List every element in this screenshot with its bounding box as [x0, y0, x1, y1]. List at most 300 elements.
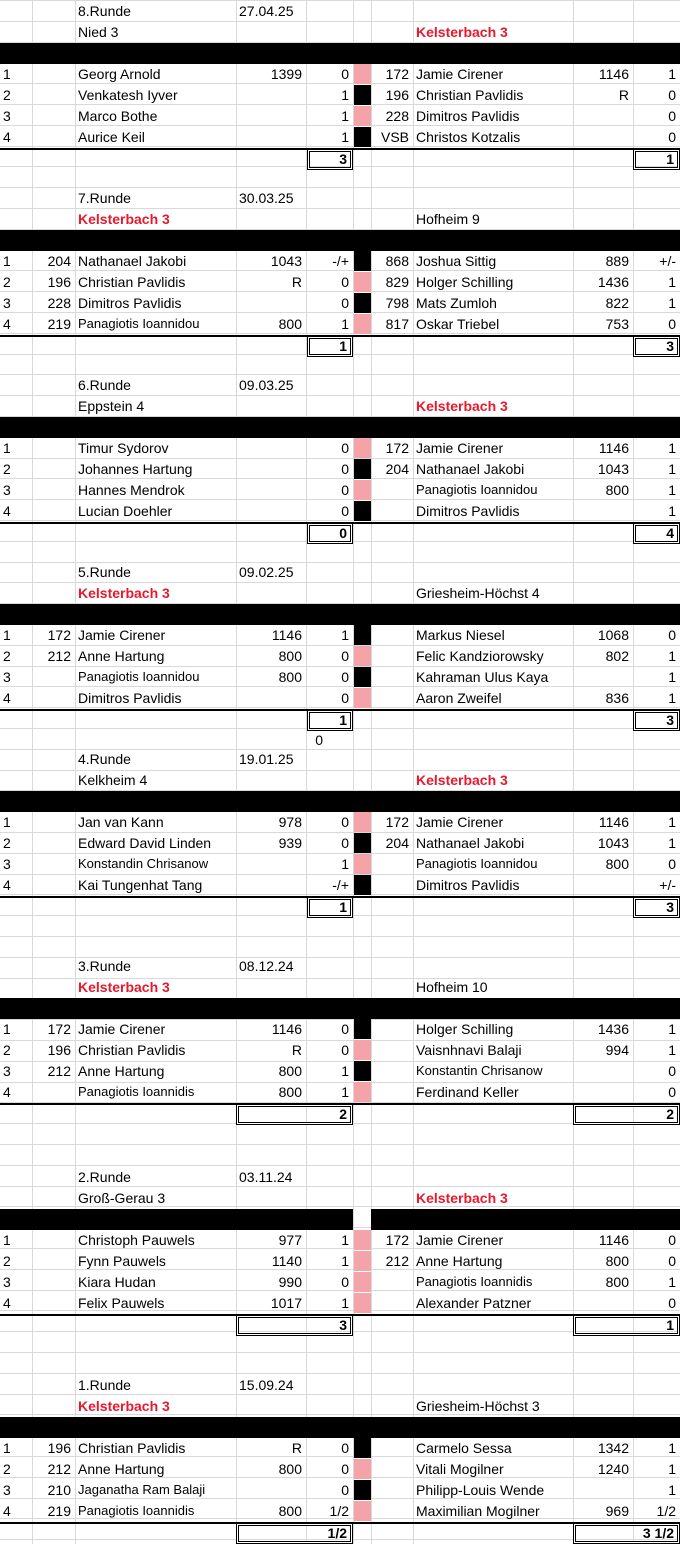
- right-result: 1: [668, 1440, 676, 1457]
- left-dwz-id: 210: [47, 1482, 71, 1498]
- right-player-name: Panagiotis Ioannidis: [416, 1274, 533, 1289]
- right-rating: 994: [605, 1042, 629, 1059]
- left-total: 2: [339, 1105, 347, 1122]
- left-result: -/+: [332, 876, 349, 893]
- left-result: 1: [341, 856, 349, 872]
- right-result: 0: [668, 1232, 676, 1249]
- right-team-name: Griesheim-Höchst 3: [416, 1397, 540, 1414]
- right-player-name: Panagiotis Ioannidou: [416, 856, 538, 871]
- left-rating: R: [291, 1440, 302, 1457]
- board-number: 2: [3, 1042, 11, 1059]
- left-result: 1: [341, 1294, 349, 1311]
- left-rating: [236, 293, 305, 313]
- right-dwz-id: 204: [385, 835, 409, 852]
- left-total: 3: [339, 1316, 347, 1333]
- right-player-name: Dimitros Pavlidis: [416, 502, 520, 519]
- right-rating: 802: [605, 648, 629, 665]
- board-number: 1: [3, 1440, 11, 1457]
- left-player-name: Edward David Linden: [78, 835, 212, 852]
- right-rating: 1436: [597, 1021, 629, 1038]
- left-dwz-id: 212: [47, 1063, 71, 1079]
- left-total: 1: [339, 898, 347, 915]
- right-rating: 1436: [597, 274, 629, 291]
- board-number: 4: [3, 876, 11, 893]
- left-player-name: Panagiotis Ioannidis: [78, 1502, 195, 1518]
- right-result: 1: [668, 648, 676, 665]
- right-rating: [573, 501, 632, 521]
- left-player-name: Aurice Keil: [78, 128, 145, 145]
- colour-marker-pink: [354, 106, 371, 126]
- right-player-name: Holger Schilling: [416, 274, 514, 291]
- right-result: 0: [668, 87, 676, 104]
- left-dwz-id: 212: [47, 648, 71, 665]
- right-rating: 1146: [598, 440, 629, 457]
- left-rating: [236, 459, 305, 479]
- left-result: 0: [341, 274, 349, 291]
- right-dwz-id: [371, 688, 412, 708]
- right-result: 1: [668, 66, 676, 83]
- left-rating: 1399: [270, 66, 302, 83]
- stray-cell-value: 0: [315, 732, 323, 749]
- colour-marker-black: [354, 85, 371, 105]
- left-rating: [236, 438, 305, 458]
- board-number: 3: [3, 856, 11, 872]
- board-number: 2: [3, 1253, 11, 1270]
- left-player-name: Jaganatha Ram Balaji: [78, 1482, 206, 1497]
- right-team-name: Kelsterbach 3: [416, 1189, 508, 1206]
- left-dwz-id: [32, 1230, 74, 1250]
- left-player-name: Panagiotis Ioannidou: [78, 315, 200, 331]
- left-result: 1/2: [329, 1502, 349, 1519]
- colour-marker-black: [354, 251, 371, 271]
- right-team-name: Hofheim 9: [416, 210, 480, 227]
- left-player-name: Georg Arnold: [78, 66, 161, 83]
- right-dwz-id: 829: [385, 274, 409, 291]
- right-player-name: Oskar Triebel: [416, 315, 500, 332]
- right-rating: 1068: [597, 627, 629, 644]
- board-number: 1: [3, 1021, 11, 1038]
- left-team-name: Nied 3: [78, 23, 119, 40]
- left-dwz-id: [32, 812, 74, 832]
- right-rating: [573, 1480, 632, 1500]
- left-dwz-id: 212: [47, 1461, 71, 1478]
- colour-marker-pink: [354, 1230, 371, 1250]
- right-total: 3: [666, 898, 674, 915]
- left-result: 1: [341, 627, 349, 644]
- right-player-name: Ferdinand Keller: [416, 1083, 519, 1100]
- left-result: 0: [341, 295, 349, 311]
- left-dwz-id: [32, 501, 74, 521]
- left-dwz-id: [32, 438, 74, 458]
- left-result: 0: [341, 814, 349, 831]
- left-result: 0: [341, 66, 349, 83]
- colour-marker-pink: [354, 812, 371, 832]
- left-rating: [236, 85, 305, 105]
- colour-marker-pink: [354, 1459, 371, 1479]
- right-result: 1: [668, 689, 676, 706]
- board-number: 2: [3, 87, 11, 104]
- right-team-name: Kelsterbach 3: [416, 397, 508, 414]
- right-rating: 1043: [597, 461, 629, 478]
- left-dwz-id: [32, 85, 74, 105]
- right-result: 1: [668, 482, 676, 498]
- right-total: 3: [666, 337, 674, 354]
- left-dwz-id: 219: [47, 315, 71, 332]
- left-result: 0: [341, 1274, 349, 1290]
- left-dwz-id: 228: [47, 295, 71, 311]
- board-number: 3: [3, 669, 11, 685]
- left-team-name: Eppstein 4: [78, 397, 145, 414]
- left-rating: 800: [278, 1063, 302, 1079]
- left-dwz-id: 219: [47, 1502, 71, 1519]
- left-result: 1: [341, 1232, 349, 1249]
- left-rating: [236, 1480, 305, 1500]
- left-rating: [236, 127, 305, 147]
- left-player-name: Christian Pavlidis: [78, 274, 186, 291]
- grid-line-h: [0, 1144, 680, 1145]
- left-result: 0: [341, 1440, 349, 1457]
- left-result: 0: [341, 1482, 349, 1498]
- colour-marker-pink: [354, 438, 371, 458]
- colour-marker-pink: [354, 1082, 371, 1102]
- board-number: 3: [3, 1482, 11, 1498]
- left-dwz-id: 204: [47, 253, 71, 270]
- left-dwz-id: 196: [47, 1042, 71, 1059]
- left-result: -/+: [332, 253, 349, 270]
- right-dwz-id: 868: [385, 253, 409, 270]
- right-rating: 1043: [597, 835, 629, 852]
- left-player-name: Anne Hartung: [78, 1461, 165, 1478]
- right-rating: 889: [605, 253, 629, 270]
- left-rating: R: [291, 274, 302, 291]
- board-number: 2: [3, 1461, 11, 1478]
- right-player-name: Maximilian Mogilner: [416, 1502, 540, 1519]
- right-rating: [573, 127, 632, 147]
- right-player-name: Panagiotis Ioannidou: [416, 482, 538, 497]
- right-dwz-id: [371, 1082, 412, 1102]
- right-rating: 1146: [598, 66, 629, 83]
- left-player-name: Jan van Kann: [78, 814, 164, 831]
- right-team-name: Hofheim 10: [416, 978, 488, 995]
- board-number: 4: [3, 128, 11, 145]
- colour-marker-pink: [354, 1251, 371, 1271]
- right-result: 1: [668, 669, 676, 685]
- board-number: 4: [3, 502, 11, 519]
- left-player-name: Christian Pavlidis: [78, 1042, 186, 1059]
- left-result: 0: [341, 461, 349, 478]
- right-dwz-id: [371, 875, 412, 895]
- round-date: 03.11.24: [239, 1169, 293, 1185]
- left-player-name: Kiara Hudan: [78, 1274, 156, 1290]
- right-dwz-id: [371, 667, 412, 687]
- right-result: 1/2: [656, 1502, 676, 1519]
- round-date: 19.01.25: [239, 751, 294, 767]
- left-result: 0: [341, 669, 349, 685]
- left-player-name: Kai Tungenhat Tang: [78, 876, 203, 893]
- right-result: 1: [668, 461, 676, 478]
- right-rating: 1342: [597, 1440, 629, 1457]
- board-number: 2: [3, 835, 11, 852]
- left-rating: [236, 501, 305, 521]
- left-player-name: Panagiotis Ioannidis: [78, 1083, 195, 1099]
- left-dwz-id: [32, 854, 74, 874]
- right-result: 1: [668, 814, 676, 831]
- left-player-name: Lucian Doehler: [78, 502, 173, 519]
- left-result: 0: [341, 1461, 349, 1478]
- left-dwz-id: [32, 833, 74, 853]
- colour-marker-black: [354, 1480, 371, 1500]
- round-label: 4.Runde: [78, 751, 131, 767]
- board-number: 1: [3, 814, 11, 831]
- left-player-name: Venkatesh Iyver: [78, 87, 178, 104]
- left-dwz-id: 196: [47, 274, 71, 291]
- colour-marker-pink: [354, 1272, 371, 1292]
- right-rating: 969: [605, 1502, 629, 1519]
- colour-marker-black: [354, 1438, 371, 1458]
- left-rating: 800: [278, 669, 302, 685]
- right-total: 1: [666, 1316, 674, 1333]
- left-result: 0: [341, 689, 349, 706]
- right-team-name: Kelsterbach 3: [416, 771, 508, 788]
- colour-marker-pink: [354, 314, 371, 334]
- left-team-name: Groß-Gerau 3: [78, 1189, 166, 1206]
- round-label: 6.Runde: [78, 377, 131, 393]
- round-label: 5.Runde: [78, 564, 131, 580]
- colour-marker-pink: [354, 480, 371, 500]
- colour-marker-pink: [354, 64, 371, 84]
- right-player-name: Dimitros Pavlidis: [416, 876, 520, 893]
- grid-line-h: [0, 936, 680, 937]
- right-result: 0: [668, 315, 676, 332]
- right-result: 1: [668, 502, 676, 519]
- left-dwz-id: [32, 106, 74, 126]
- board-number: 4: [3, 1294, 11, 1311]
- left-rating: 978: [278, 814, 302, 831]
- right-dwz-id: [371, 646, 412, 666]
- right-dwz-id: 172: [385, 66, 409, 83]
- left-rating: 1017: [270, 1294, 302, 1311]
- left-player-name: Christian Pavlidis: [78, 1440, 186, 1457]
- left-result: 0: [341, 1021, 349, 1038]
- round-label: 3.Runde: [78, 958, 131, 974]
- right-player-name: Christian Pavlidis: [416, 87, 524, 104]
- right-player-name: Aaron Zweifel: [416, 689, 502, 706]
- right-player-name: Nathanael Jakobi: [416, 461, 525, 478]
- left-rating: [236, 854, 305, 874]
- right-dwz-id: VSB: [380, 128, 409, 145]
- right-dwz-id: 172: [385, 440, 409, 457]
- colour-marker-black: [354, 833, 371, 853]
- header-bar-left: [0, 1209, 353, 1230]
- left-result: 0: [341, 835, 349, 852]
- header-bar: [0, 230, 680, 251]
- right-result: 1: [668, 440, 676, 457]
- left-player-name: Christoph Pauwels: [78, 1232, 195, 1249]
- left-result: 1: [341, 128, 349, 145]
- right-result: 1: [668, 1042, 676, 1059]
- left-player-name: Panagiotis Ioannidou: [78, 669, 200, 684]
- right-dwz-id: [371, 501, 412, 521]
- right-dwz-id: [371, 1459, 412, 1479]
- left-total: 1: [339, 711, 347, 728]
- right-player-name: Carmelo Sessa: [416, 1440, 512, 1457]
- left-dwz-id: [32, 64, 74, 84]
- right-rating: 1146: [598, 814, 629, 831]
- left-player-name: Timur Sydorov: [78, 440, 169, 457]
- left-dwz-id: 196: [47, 1440, 71, 1457]
- left-total: 1: [339, 337, 347, 354]
- board-number: 1: [3, 253, 11, 270]
- round-label: 2.Runde: [78, 1169, 131, 1185]
- left-player-name: Johannes Hartung: [78, 461, 193, 478]
- left-player-name: Nathanael Jakobi: [78, 253, 187, 270]
- right-dwz-id: [371, 1438, 412, 1458]
- left-team-name: Kelsterbach 3: [78, 210, 170, 227]
- left-player-name: Marco Bothe: [78, 108, 158, 124]
- round-date: 09.03.25: [239, 377, 294, 393]
- left-team-name: Kelsterbach 3: [78, 978, 170, 995]
- left-rating: 1043: [270, 253, 302, 270]
- right-dwz-id: [371, 625, 412, 645]
- left-rating: 990: [278, 1274, 302, 1290]
- left-rating: [236, 106, 305, 126]
- board-number: 4: [3, 689, 11, 706]
- colour-marker-black: [354, 1019, 371, 1039]
- right-result: 1: [668, 295, 676, 311]
- left-dwz-id: [32, 1082, 74, 1102]
- left-dwz-id: [32, 480, 74, 500]
- left-rating: 800: [278, 1461, 302, 1478]
- right-dwz-id: 196: [385, 87, 409, 104]
- left-team-name: Kelkheim 4: [78, 771, 148, 788]
- right-rating: 1240: [597, 1461, 629, 1478]
- left-dwz-id: [32, 459, 74, 479]
- header-bar: [0, 417, 680, 438]
- left-rating: 800: [278, 1502, 302, 1519]
- left-player-name: Anne Hartung: [78, 648, 165, 665]
- left-total: 0: [339, 524, 347, 541]
- right-total: 2: [666, 1105, 674, 1122]
- header-bar-right: [371, 1209, 680, 1230]
- left-total: 3: [339, 150, 347, 167]
- colour-marker-black: [354, 459, 371, 479]
- right-rating: 836: [605, 689, 629, 706]
- round-date: 27.04.25: [239, 3, 294, 19]
- colour-marker-black: [354, 501, 371, 521]
- right-dwz-id: [371, 480, 412, 500]
- round-label: 1.Runde: [78, 1377, 131, 1393]
- right-rating: [573, 106, 632, 126]
- board-number: 2: [3, 274, 11, 291]
- right-dwz-id: [371, 1019, 412, 1039]
- right-result: 0: [668, 1253, 676, 1270]
- right-player-name: Vaisnhnavi Balaji: [416, 1042, 522, 1059]
- left-player-name: Konstandin Chrisanow: [78, 856, 209, 871]
- right-dwz-id: [371, 1061, 412, 1081]
- right-dwz-id: 212: [385, 1253, 409, 1270]
- right-rating: 822: [605, 295, 629, 311]
- right-dwz-id: 817: [385, 315, 409, 332]
- right-player-name: Dimitros Pavlidis: [416, 108, 520, 124]
- left-dwz-id: [32, 1293, 74, 1313]
- right-dwz-id: 172: [385, 814, 409, 831]
- left-player-name: Dimitros Pavlidis: [78, 295, 182, 311]
- left-rating: 1140: [271, 1253, 302, 1270]
- right-result: 0: [668, 1294, 676, 1311]
- round-date: 15.09.24: [239, 1377, 294, 1393]
- grid-line-h: [0, 1165, 680, 1166]
- colour-marker-black: [354, 1061, 371, 1081]
- right-result: 0: [668, 1083, 676, 1100]
- left-dwz-id: [32, 667, 74, 687]
- board-number: 1: [3, 1232, 11, 1249]
- board-number: 3: [3, 1274, 11, 1290]
- left-dwz-id: [32, 1251, 74, 1271]
- left-player-name: Jamie Cirener: [78, 627, 166, 644]
- right-dwz-id: 204: [385, 461, 409, 478]
- right-player-name: Markus Niesel: [416, 627, 505, 644]
- header-bar: [0, 791, 680, 812]
- right-rating: R: [618, 87, 629, 104]
- right-player-name: Vitali Mogilner: [416, 1461, 504, 1478]
- right-total: 3 1/2: [642, 1524, 674, 1541]
- left-result: 0: [341, 648, 349, 665]
- colour-marker-pink: [354, 1501, 371, 1521]
- right-result: 1: [668, 1461, 676, 1478]
- colour-marker-pink: [354, 1040, 371, 1060]
- left-result: 0: [341, 482, 349, 498]
- right-player-name: Holger Schilling: [416, 1021, 514, 1038]
- right-dwz-id: 228: [385, 108, 409, 124]
- board-number: 3: [3, 108, 11, 124]
- left-team-name: Kelsterbach 3: [78, 584, 170, 601]
- left-dwz-id: 172: [47, 1021, 71, 1038]
- header-bar: [0, 998, 680, 1019]
- left-result: 0: [341, 440, 349, 457]
- left-rating: 800: [278, 315, 302, 332]
- right-result: 1: [668, 835, 676, 852]
- left-rating: 800: [278, 648, 302, 665]
- left-result: 1: [341, 1253, 349, 1270]
- board-number: 1: [3, 627, 11, 644]
- left-total: 1/2: [327, 1524, 347, 1541]
- right-dwz-id: 798: [385, 295, 409, 311]
- left-dwz-id: [32, 875, 74, 895]
- left-player-name: Hannes Mendrok: [78, 482, 185, 498]
- right-result: +/-: [659, 876, 676, 893]
- right-rating: [573, 1293, 632, 1313]
- colour-marker-black: [354, 625, 371, 645]
- left-rating: 800: [278, 1083, 302, 1100]
- right-player-name: Jamie Cirener: [416, 814, 504, 831]
- right-result: 1: [668, 1274, 676, 1290]
- left-player-name: Felix Pauwels: [78, 1294, 165, 1311]
- round-date: 30.03.25: [239, 190, 294, 206]
- left-rating: [236, 875, 305, 895]
- left-result: 1: [341, 315, 349, 332]
- round-label: 7.Runde: [78, 190, 131, 206]
- right-player-name: Anne Hartung: [416, 1253, 503, 1270]
- left-result: 1: [341, 108, 349, 124]
- left-rating: [236, 480, 305, 500]
- right-player-name: Christos Kotzalis: [416, 128, 521, 145]
- right-total: 3: [666, 711, 674, 728]
- right-player-name: Alexander Patzner: [416, 1294, 532, 1311]
- right-team-name: Griesheim-Höchst 4: [416, 584, 540, 601]
- left-rating: [236, 688, 305, 708]
- left-rating: 1146: [271, 627, 302, 644]
- left-player-name: Dimitros Pavlidis: [78, 689, 182, 706]
